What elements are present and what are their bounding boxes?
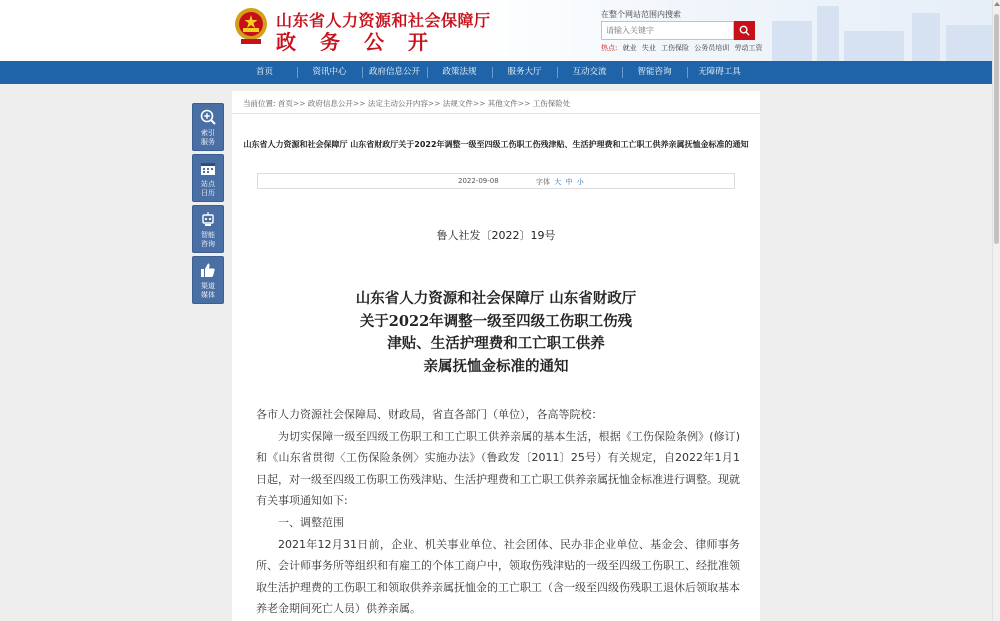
tool-label: 站点日历: [201, 180, 215, 197]
publish-date: 2022-09-08: [458, 177, 499, 185]
hot-keyword-link[interactable]: 工伤保险: [661, 44, 690, 52]
breadcrumb: [243, 98, 570, 109]
calendar-icon: [200, 161, 216, 176]
salutation: 各市人力资源社会保障局、财政局，省直各部门（单位），各高等院校：: [256, 408, 603, 421]
breadcrumb-link[interactable]: 其他文件: [487, 99, 518, 108]
paragraph: 为切实保障一级至四级工伤职工和工亡职工供养亲属的基本生活，根据《工伤保险条例》(修订)和《山东省贯彻〈工伤保险条例〉实施办法》（鲁政发〔2011〕25号）有关规定，自2022年1月1日起，对一级至四级工伤职工伤残津贴、生活护理费和工亡职工供养亲属抚恤金标准进行调整。现就有关事项通知如下:: [256, 429, 740, 508]
font-size-large[interactable]: 大: [554, 178, 562, 186]
article-panel: [232, 91, 760, 621]
article-heading: 山东省人力资源和社会保障厅 山东省财政厅关于2022年调整一级至四级工伤职工伤残津贴、生活护理费和工亡职工供养亲属抚恤金标准的通知: [243, 140, 749, 149]
font-size-small[interactable]: 小: [576, 178, 584, 186]
breadcrumb-sep: >>: [292, 99, 306, 108]
nav-item-info-disclosure[interactable]: 政府信息公开: [362, 61, 427, 84]
hot-keyword-link[interactable]: 公务员培训: [694, 44, 730, 52]
title-line: 亲属抚恤金标准的通知: [423, 357, 569, 375]
hot-keyword-link[interactable]: 劳动工资: [734, 44, 763, 52]
nav-item-accessibility[interactable]: 无障碍工具: [687, 61, 752, 84]
tool-index-service[interactable]: [192, 103, 224, 151]
document-title: [232, 288, 760, 378]
nav-item-smart-consult[interactable]: 智能咨询: [622, 61, 687, 84]
tool-label: 智能咨询: [201, 231, 215, 248]
search-plus-icon: [200, 109, 216, 125]
site-name[interactable]: 山东省人力资源和社会保障厅: [276, 11, 491, 30]
robot-icon: [200, 211, 216, 227]
main-nav: [0, 61, 992, 84]
tool-smart-consult[interactable]: [192, 205, 224, 253]
document-number: 鲁人社发〔2022〕19号: [436, 229, 556, 242]
font-size-label: 字体: [536, 178, 550, 186]
national-emblem-icon[interactable]: [233, 6, 269, 46]
search-input[interactable]: [601, 21, 734, 40]
nav-item-news[interactable]: 资讯中心: [297, 61, 362, 84]
breadcrumb-link[interactable]: 工伤保险处: [532, 99, 571, 108]
paragraph: 2021年12月31日前，企业、机关事业单位、社会团体、民办非企业单位、基金会、律师事务所、会计师事务所等组织和有雇工的个体工商户中，领取伤残津贴的一级至四级工伤职工、经批准领取生活护理费的工伤职工和领取供养亲属抚恤金的工亡职工（含一级至四级伤残职工退休后领取基本养老金期间死亡人员）供养亲属。: [256, 537, 740, 616]
breadcrumb-link[interactable]: 法规文件: [442, 99, 473, 108]
nav-item-policy[interactable]: 政策法规: [427, 61, 492, 84]
breadcrumb-link[interactable]: 法定主动公开内容: [367, 99, 428, 108]
breadcrumb-sep: >>: [472, 99, 486, 108]
side-tools: [192, 103, 224, 307]
breadcrumb-sep: >>: [352, 99, 366, 108]
page-scrollbar[interactable]: [992, 0, 1000, 621]
tool-channel-media[interactable]: [192, 256, 224, 304]
search-scope-label: 在整个网站范围内搜索: [601, 10, 681, 19]
document-body: [256, 404, 740, 620]
tool-site-calendar[interactable]: [192, 154, 224, 202]
font-size-control: [536, 177, 584, 187]
title-line: 津贴、生活护理费和工亡职工供养: [387, 335, 605, 352]
site-subtitle: 政务公开: [276, 30, 452, 54]
title-line: 关于2022年调整一级至四级工伤职工伤残: [359, 312, 633, 330]
thumbs-up-icon: [200, 262, 216, 278]
breadcrumb-sep: >>: [517, 99, 531, 108]
article-meta: [257, 173, 735, 189]
nav-item-service-hall[interactable]: 服务大厅: [492, 61, 557, 84]
nav-item-home[interactable]: 首页: [255, 67, 273, 77]
hot-keyword-link[interactable]: 就业: [622, 44, 637, 52]
search-button[interactable]: [734, 21, 755, 40]
font-size-medium[interactable]: 中: [565, 178, 573, 186]
tool-label: 渠道媒体: [201, 282, 215, 299]
scroll-up-arrow-icon[interactable]: [994, 2, 1000, 6]
hot-keywords: [601, 43, 766, 53]
tool-label: 索引服务: [201, 129, 215, 146]
breadcrumb-link[interactable]: 政府信息公开: [307, 99, 353, 108]
section-heading: 一、调整范围: [278, 515, 344, 529]
breadcrumb-sep: >>: [427, 99, 441, 108]
site-header: [0, 0, 992, 61]
breadcrumb-prefix: 当前位置:: [243, 99, 276, 108]
title-line: 山东省人力资源和社会保障厅 山东省财政厅: [355, 290, 637, 307]
breadcrumb-divider: [232, 113, 760, 114]
nav-item-interaction[interactable]: 互动交流: [557, 61, 622, 84]
hot-label: 热点:: [601, 44, 618, 52]
search-icon: [739, 25, 750, 36]
scrollbar-thumb[interactable]: [994, 14, 999, 244]
breadcrumb-link[interactable]: 首页: [277, 99, 293, 108]
hot-keyword-link[interactable]: 失业: [641, 44, 656, 52]
